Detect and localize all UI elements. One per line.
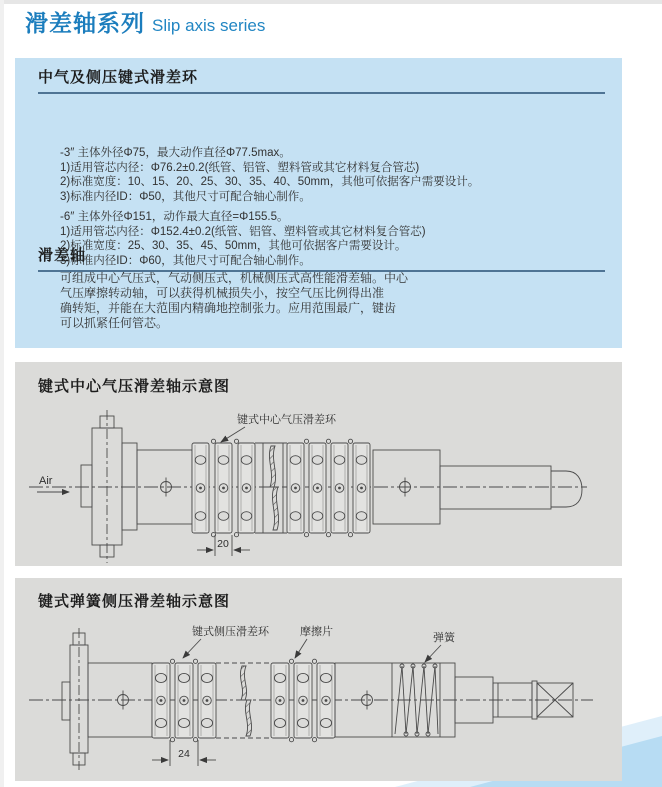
center-air-diagram-panel [15, 362, 622, 566]
slip-ring [353, 443, 370, 533]
shaft-body-left [88, 663, 152, 737]
ring-label-leader [183, 639, 201, 658]
dimension-24-value: 24 [178, 748, 190, 760]
slip-axis-description [60, 271, 408, 331]
slip-ring [331, 443, 348, 533]
slip-ring [238, 443, 255, 533]
page-top-edge [0, 0, 662, 4]
page-left-edge [0, 0, 4, 787]
spec-line: -3″ 主体外径Φ75，最大动作直径Φ77.5max。 [60, 147, 291, 159]
slip-ring [175, 663, 193, 738]
flange-hub [62, 682, 70, 720]
spec-line: 1)适用管芯内径：Φ152.4±0.2(纸管、铝管、塑料管或其它材料复合管芯) [60, 225, 426, 238]
ring-label-leader [221, 427, 245, 442]
page-title [25, 5, 265, 38]
spec-line: 1)适用管芯内径：Φ76.2±0.2(纸管、铝管、塑料管或其它材料复合管芯) [60, 161, 420, 174]
spec-line: -6″ 主体外径Φ151，动作最大直径=Φ155.5。 [60, 211, 289, 223]
spring-label-leader [425, 645, 441, 662]
break-hatch-bottom [245, 700, 251, 736]
spec-line: 2)标准宽度：10、15、20、25、30、35、40、50mm，其他可依据客户需要设计。 [60, 176, 480, 189]
slip-ring [294, 663, 312, 738]
slip-ring [152, 663, 170, 738]
page-title-cn: 滑差轴系列 [25, 10, 145, 36]
spring-ring-label: 键式侧压滑差环 [192, 626, 269, 638]
break-hatch-top [240, 666, 246, 700]
desc-line: 可组成中心气压式，气动侧压式，机械侧压式高性能滑差轴。中心 [60, 271, 409, 285]
center-air-diagram-heading: 键式中心气压滑差轴示意图 [38, 378, 231, 395]
slip-ring [192, 443, 209, 533]
shaft-journal [440, 466, 551, 509]
spring-diagram-panel [15, 578, 622, 781]
air-flow-label: Air [39, 475, 53, 487]
spec-line: 3)标准内径ID：Φ60，其他尺寸可配合轴心制作。 [60, 254, 311, 267]
desc-line: 确转矩，并能在大范围内精确地控制张力。应用范围最广，键齿 [60, 301, 397, 315]
spring-diagram-heading: 键式弹簧侧压滑差轴示意图 [38, 593, 231, 610]
spec-line: 2)标准宽度：25、30、35、45、50mm，其他可依据客户需要设计。 [60, 240, 407, 253]
center-air-slip-axis-drawing [15, 402, 621, 566]
slip-ring [271, 663, 289, 738]
desc-line: 气压摩擦转动轴，可以获得机械损失小，按空气压比例得出准 [60, 286, 385, 300]
center-air-ring-label: 键式中心气压滑差环 [237, 414, 336, 426]
break-hatch-bottom [272, 487, 278, 530]
spec-block-3inch [60, 146, 479, 204]
break-hatch-top [269, 446, 275, 487]
slip-ring [198, 663, 216, 738]
friction-plate-label: 摩擦片 [300, 626, 333, 638]
flange-hub [81, 465, 92, 507]
slip-ring [287, 443, 304, 533]
page-title-en: Slip axis series [152, 16, 266, 35]
spring-label: 弹簧 [433, 632, 455, 644]
spring-slip-axis-drawing [15, 612, 621, 780]
spec-heading: 中气及侧压键式滑差环 [38, 66, 605, 94]
spec-panel [15, 58, 622, 348]
spec-line: 3)标准内径ID：Φ50，其他尺寸可配合轴心制作。 [60, 190, 311, 203]
dimension-20-value: 20 [217, 538, 229, 550]
shaft-end-cap [551, 471, 582, 507]
slip-ring [215, 443, 232, 533]
shaft-step [122, 443, 137, 530]
friction-label-leader [295, 639, 307, 658]
desc-line: 可以抓紧任何管芯。 [60, 316, 169, 330]
slip-ring [309, 443, 326, 533]
slip-ring [317, 663, 335, 738]
slip-axis-heading: 滑差轴 [38, 244, 605, 272]
